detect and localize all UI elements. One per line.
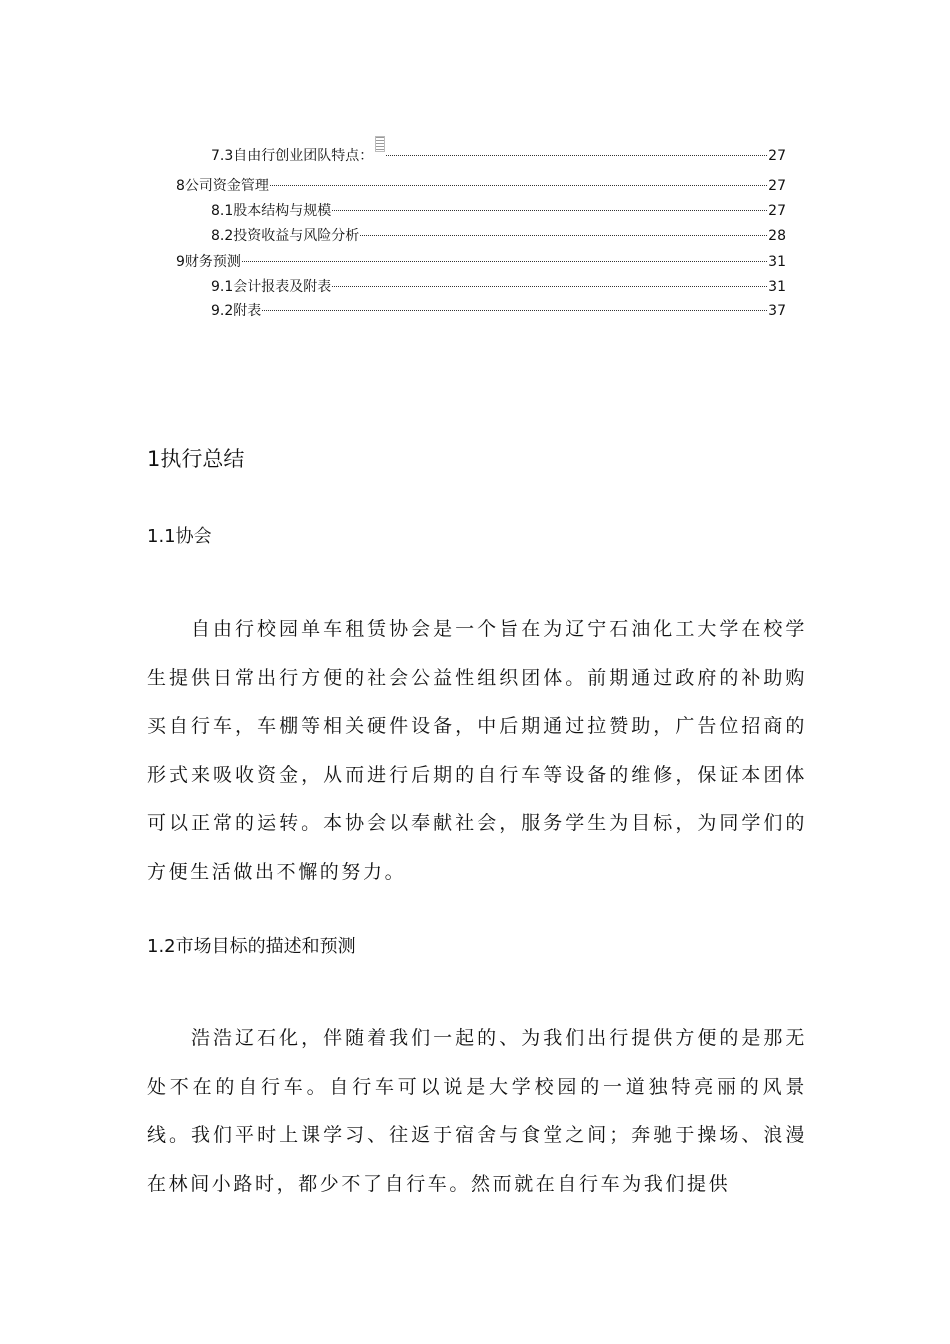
toc-entry[interactable] bbox=[176, 176, 786, 196]
toc-entry[interactable] bbox=[211, 226, 786, 246]
toc-leader-dots bbox=[386, 155, 767, 156]
toc-entry[interactable] bbox=[211, 301, 786, 321]
toc-leader-dots bbox=[332, 286, 767, 287]
toc-leader-dots bbox=[360, 235, 767, 236]
toc-entry[interactable] bbox=[176, 252, 786, 272]
toc-leader-dots bbox=[332, 210, 767, 211]
body-paragraph: 浩浩辽石化，伴随着我们一起的、为我们出行提供方便的是那无处不在的自行车。自行车可以说是大学校园的一道独特亮丽的风景线。我们平时上课学习、往返于宿舍与食堂之间；奔驰于操场、浪漫在林间小路时，都少不了自行车。然而就在自行车为我们提供 bbox=[147, 1027, 807, 1195]
toc-leader-dots bbox=[242, 261, 767, 262]
toc-entry-label: 8.1股本结构与规模 bbox=[211, 203, 332, 219]
toc-entry-label: 7.3自由行创业团队特点： bbox=[211, 148, 374, 164]
toc-entry-page: 31 bbox=[768, 279, 786, 295]
toc-entry-page: 27 bbox=[768, 148, 786, 164]
bookmark-anchor-icon bbox=[375, 136, 385, 152]
body-paragraph: 自由行校园单车租赁协会是一个旨在为辽宁石油化工大学在校学生提供日常出行方便的社会公益性组织团体。前期通过政府的补助购买自行车，车棚等相关硬件设备，中后期通过拉赞助，广告位招商的形式来吸收资金，从而进行后期的自行车等设备的维修，保证本团体可以正常的运转。本协会以奉献社会，服务学生为目标，为同学们的方便生活做出不懈的努力。 bbox=[147, 618, 807, 883]
toc-entry-label: 9.2附表 bbox=[211, 303, 262, 319]
toc-entry[interactable] bbox=[211, 201, 786, 221]
toc-entry-page: 27 bbox=[768, 203, 786, 219]
subsection-heading: 1.2市场目标的描述和预测 bbox=[147, 936, 356, 957]
toc-entry-page: 31 bbox=[768, 254, 786, 270]
toc-leader-dots bbox=[270, 185, 767, 186]
toc-entry-page: 37 bbox=[768, 303, 786, 319]
toc-entry-label: 9财务预测 bbox=[176, 254, 241, 270]
toc-entry-page: 28 bbox=[768, 228, 786, 244]
toc-entry-label: 9.1会计报表及附表 bbox=[211, 279, 332, 295]
toc-leader-dots bbox=[262, 310, 767, 311]
toc-entry[interactable] bbox=[211, 277, 786, 297]
toc-entry[interactable] bbox=[211, 144, 786, 164]
section-heading: 1执行总结 bbox=[147, 447, 245, 471]
toc-entry-label: 8.2投资收益与风险分析 bbox=[211, 228, 360, 244]
toc-entry-page: 27 bbox=[768, 178, 786, 194]
toc-entry-label: 8公司资金管理 bbox=[176, 178, 269, 194]
subsection-heading: 1.1协会 bbox=[147, 526, 212, 547]
